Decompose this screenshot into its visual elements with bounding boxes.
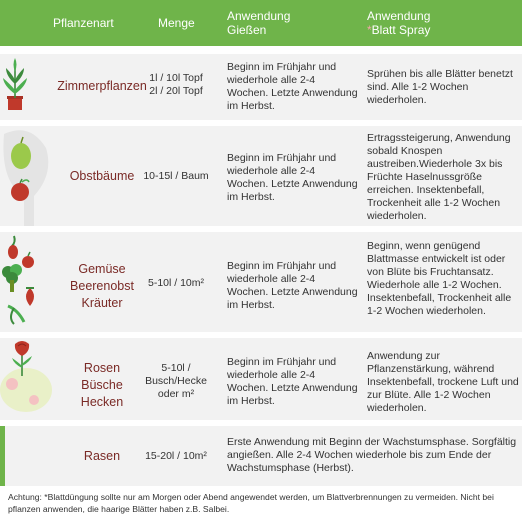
spray-text: Ertragssteigerung, Anwendung sobald Knospen austreiben.Wiederhole 3x bis Früchte Haselnussgröße erreichen. Insektenbefall, Trockenheit alle 1-2 Wochen wiederholen. xyxy=(367,132,511,222)
header-leaf-line2: Blatt Spray xyxy=(371,23,431,37)
watering-text: Beginn im Frühjahr und wiederhole alle 2-4 Wochen. Letzte Anwendung im Herbst. xyxy=(227,260,358,311)
table-header xyxy=(0,0,522,46)
header-leaf-asterisk: * xyxy=(367,23,372,37)
footnote-label: Achtung: xyxy=(8,492,42,502)
footnote-text: *Blattdüngung sollte nur am Morgen oder Abend angewendet werden, um Blattverbrennungen zu vermeiden. Nicht bei pflanzen anwenden, die haarige Blätter haben z.B. Salbei. xyxy=(8,492,494,514)
plant-name: Gemüse Beerenobst Kräuter xyxy=(70,262,134,310)
header-watering-line1: Anwendung xyxy=(227,9,291,23)
watering-text: Beginn im Frühjahr und wiederhole alle 2-4 Wochen. Letzte Anwendung im Herbst. xyxy=(227,356,358,407)
amount: 5-10l / Busch/Hecke oder m² xyxy=(145,362,207,400)
table-row-rasen xyxy=(0,426,522,486)
table-row-zimmerpflanzen xyxy=(0,54,522,120)
spray-text: Anwendung zur Pflanzenstärkung, während Insektenbefall, trockene Luft und zur Blüte. Alle 1-2 Wochen wiederholen. xyxy=(367,350,519,414)
watering-text: Beginn im Frühjahr und wiederhole alle 2-4 Wochen. Letzte Anwendung im Herbst. xyxy=(227,152,358,203)
plant-name: Rosen Büsche Hecken xyxy=(80,361,124,409)
header-amount: Menge xyxy=(158,16,195,30)
amount: 10-15l / Baum xyxy=(143,170,209,182)
table-row-rosen xyxy=(0,338,522,420)
table-row-gemuese xyxy=(0,232,522,332)
spray-text: Beginn, wenn genügend Blattmasse entwickelt ist oder von Blüte bis Fruchtansatz. Wiederhole alle 1-2 Wochen. Insektenbefall, Trockenheit alle 1-2 Wochen wiederholen. xyxy=(367,240,512,317)
amount: 15-20l / 10m² xyxy=(145,450,207,462)
header-watering xyxy=(227,9,290,37)
header-leaf-spray xyxy=(367,9,430,37)
table-row-obstbaeume xyxy=(0,126,522,226)
amount: 1l / 10l Topf 2l / 20l Topf xyxy=(149,72,203,97)
header-watering-line2: Gießen xyxy=(227,23,267,37)
watering-text: Beginn im Frühjahr und wiederhole alle 2-4 Wochen. Letzte Anwendung im Herbst. xyxy=(227,61,358,112)
header-leaf-line1: Anwendung xyxy=(367,9,431,23)
combined-instructions: Erste Anwendung mit Beginn der Wachstumsphase. Sorgfältig angießen. Alle 2-4 Wochen wiederhole bis zum Ende der Wachstumsphase (Herbst). xyxy=(227,436,517,474)
amount: 5-10l / 10m² xyxy=(147,277,205,289)
spray-text: Sprühen bis alle Blätter benetzt sind. Alle 1-2 Wochen wiederholen. xyxy=(367,68,513,106)
plant-name: Obstbäume xyxy=(69,169,135,183)
header-plant-type: Pflanzenart xyxy=(53,16,114,30)
plant-name: Rasen xyxy=(83,449,121,463)
footnote xyxy=(8,492,518,515)
plant-name: Zimmerpflanzen xyxy=(57,79,147,93)
